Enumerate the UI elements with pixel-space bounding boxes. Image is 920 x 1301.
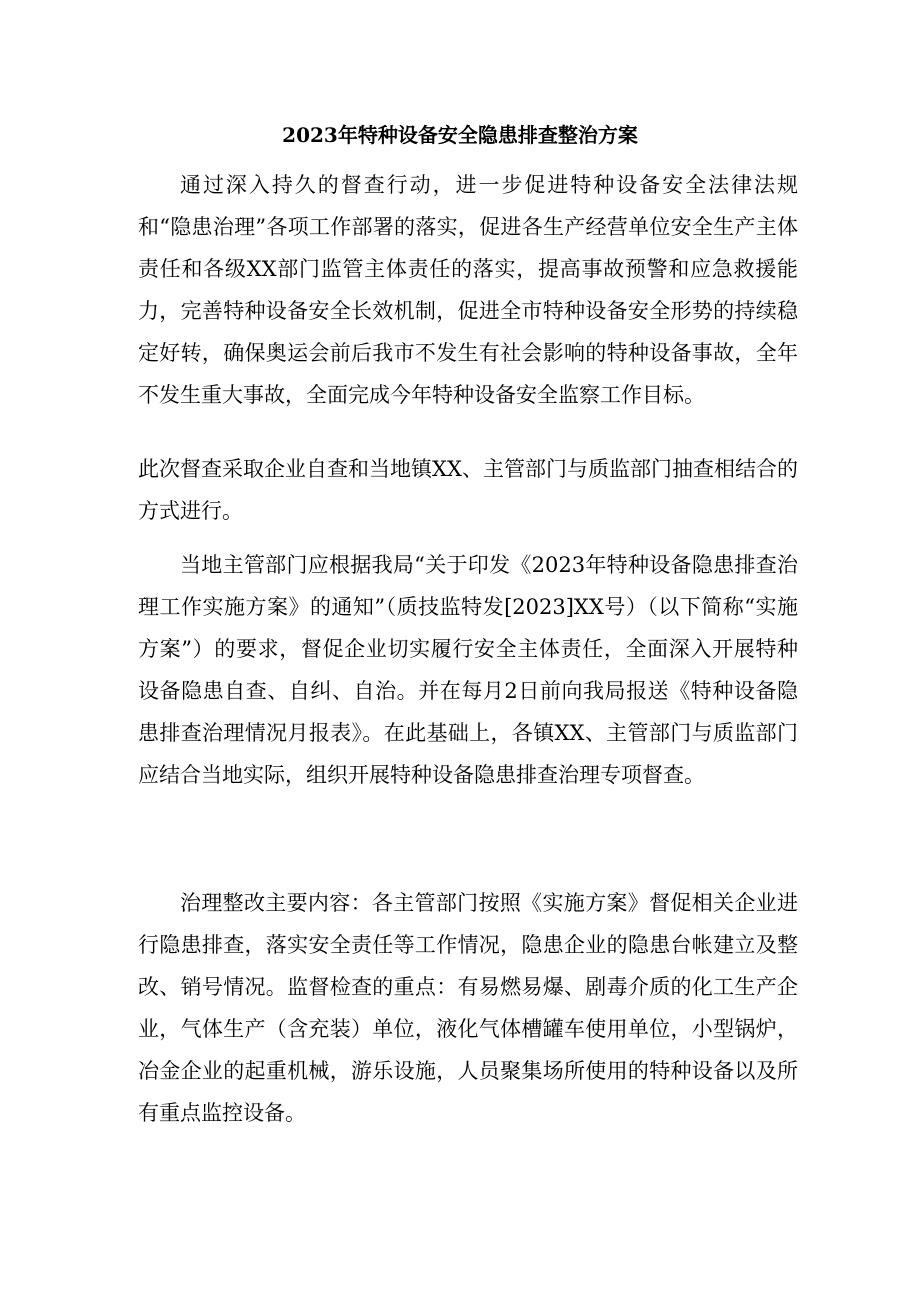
paragraph-method: 此次督查采取企业自查和当地镇XX、主管部门与质监部门抽查相结合的方式进行。 <box>138 457 798 523</box>
paragraph-rectification: 治理整改主要内容：各主管部门按照《实施方案》督促相关企业进行隐患排查，落实安全责任等工作情况，隐患企业的隐患台帐建立及整改、销号情况。监督检查的重点：有易燃易爆、剧毒介质的化工生产企业，气体生产（含充装）单位，液化气体槽罐车使用单位，小型锅炉，冶金企业的起重机械，游乐设施，人员聚集场所使用的特种设备以及所有重点监控设备。 <box>138 891 798 1125</box>
paragraph-objective: 通过深入持久的督查行动，进一步促进特种设备安全法律法规和“隐患治理”各项工作部署的落实，促进各生产经营单位安全生产主体责任和各级XX部门监管主体责任的落实，提高事故预警和应急救援能力，完善特种设备安全长效机制，促进全市特种设备安全形势的持续稳定好转，确保奥运会前后我市不发生有社会影响的特种设备事故，全年不发生重大事故，全面完成今年特种设备安全监察工作目标。 <box>138 173 798 407</box>
paragraph-requirements: 当地主管部门应根据我局“关于印发《2023年特种设备隐患排查治理工作实施方案》的通知”（质技监特发[2023]XX号）（以下简称“实施方案”）的要求，督促企业切实履行安全主体责任，全面深入开展特种设备隐患自查、自纠、自治。并在每月2日前向我局报送《特种设备隐患排查治理情况月报表》。在此基础上，各镇XX、主管部门与质监部门应结合当地实际，组织开展特种设备隐患排查治理专项督查。 <box>138 553 798 787</box>
document-title: 2023年特种设备安全隐患排查整治方案 <box>282 123 638 147</box>
